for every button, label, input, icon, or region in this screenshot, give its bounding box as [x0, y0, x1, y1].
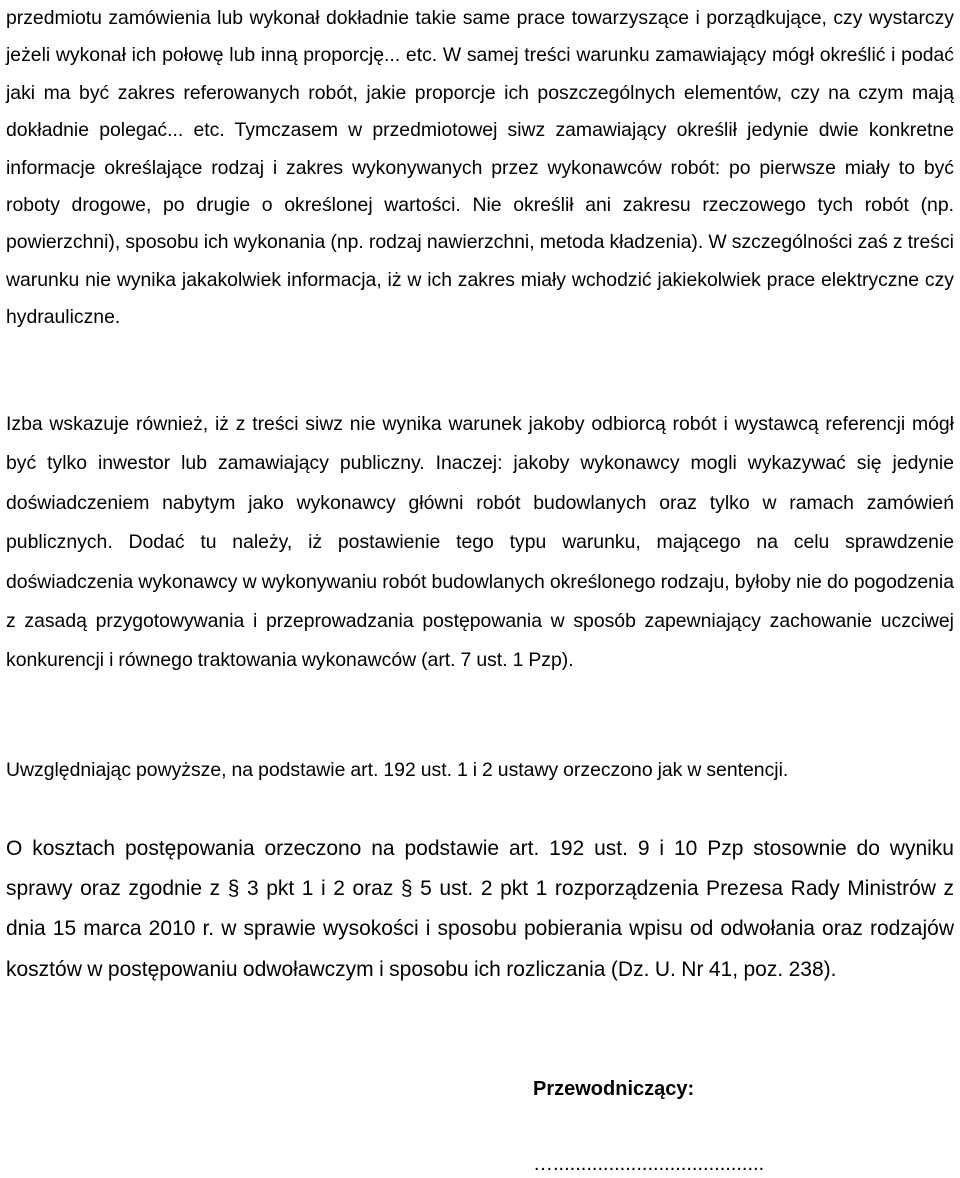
paragraph-costs: O kosztach postępowania orzeczono na podstawie art. 192 ust. 9 i 10 Pzp stosownie do wyniku sprawy oraz zgodnie z § 3 pkt 1 i 2 oraz § 5 ust. 2 pkt 1 rozporządzenia Prezesa Rady Ministrów z dnia 15 marca 2010 r. w sprawie wysokości i sposobu pobierania wpisu od odwołania oraz rodzajów kosztów w postępowaniu odwoławczym i sposobu ich rozliczania (Dz. U. Nr 41, poz. 238). — [6, 837, 954, 981]
paragraph-ruling-basis: Uwzględniając powyższe, na podstawie art. 192 ust. 1 i 2 ustawy orzeczono jak w sentencji. — [6, 759, 789, 781]
paragraph-experience-requirement: przedmiotu zamówienia lub wykonał dokładnie takie same prace towarzyszące i porządkujące, czy wystarczy jeżeli wykonał ich połowę lub inną proporcję... etc. W samej treści warunku zamawiający mógł określić i podać jaki ma być zakres referowanych robót, jakie proporcje ich poszczególnych elementów, czy na czym mają dokładnie polegać... etc. Tymczasem w przedmiotowej siwz zamawiający określił jedynie dwie konkretne informacje określające rodzaj i zakres wykonywanych przez wykonawców robót: po pierwsze miały to być roboty drogowe, po drugie o określonej wartości. Nie określił ani zakresu rzeczowego tych robót (np. powierzchni), sposobu ich wykonania (np. rodzaj nawierzchni, metoda kładzenia). W szczególności zaś z treści warunku nie wynika jakakolwiek informacja, iż w ich zakres miały wchodzić jakiekolwiek prace elektryczne czy hydrauliczne. — [6, 7, 954, 329]
signature-title: Przewodniczący: — [533, 1078, 695, 1100]
signature-line: …...................................... — [533, 1153, 765, 1175]
paragraph-chamber-notes: Izba wskazuje również, iż z treści siwz nie wynika warunek jakoby odbiorcą robót i wystawcą referencji mógł być tylko inwestor lub zamawiający publiczny. Inaczej: jakoby wykonawcy mogli wykazywać się jedynie doświadczeniem nabytym jako wykonawcy główni robót budowlanych oraz tylko w ramach zamówień publicznych. Dodać tu należy, iż postawienie tego typu warunku, mającego na celu sprawdzenie doświadczenia wykonawcy w wykonywaniu robót budowlanych określonego rodzaju, byłoby nie do pogodzenia z zasadą przygotowywania i przeprowadzania postępowania w sposób zapewniający zachowanie uczciwej konkurencji i równego traktowania wykonawców (art. 7 ust. 1 Pzp). — [6, 413, 954, 672]
